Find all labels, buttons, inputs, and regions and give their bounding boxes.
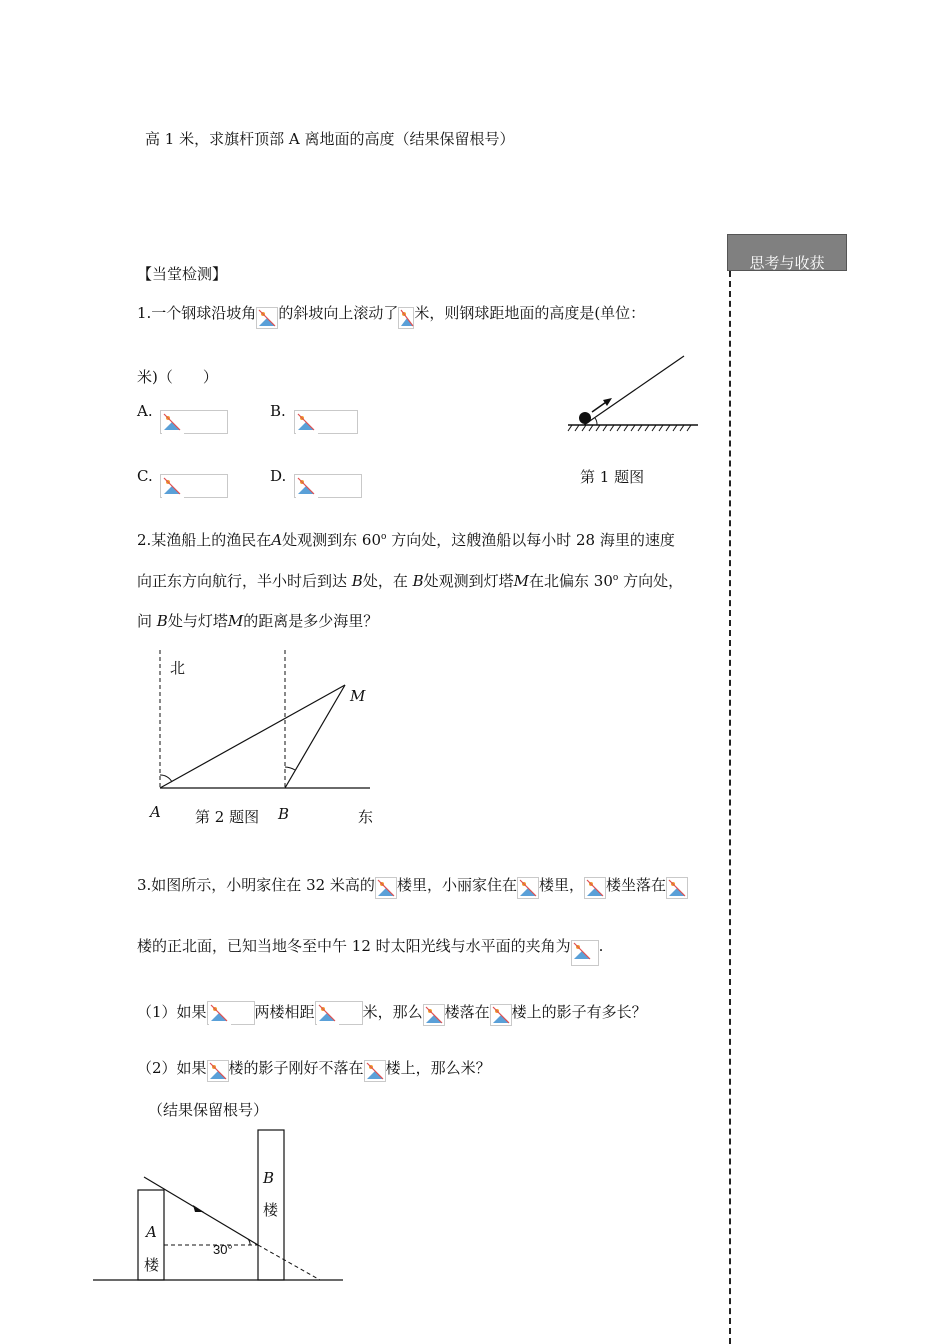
q1-text-b: 的斜坡向上滚动了 <box>278 304 399 322</box>
q3-line1 <box>137 874 688 897</box>
broken-image-icon <box>256 307 278 329</box>
q2-label-a: A <box>150 803 161 821</box>
q2-text: 向正东方向航行，半小时后到达 <box>137 572 348 590</box>
q3-text: . <box>598 937 604 955</box>
q1-figure-slope <box>560 345 710 440</box>
q3-text: 楼里， <box>538 876 584 894</box>
image-box <box>207 1001 255 1025</box>
q2-var-a: A <box>271 531 283 549</box>
q3-sub2 <box>137 1057 491 1080</box>
q3-text: 两楼相距 <box>254 1003 315 1021</box>
q2-line1 <box>137 529 675 550</box>
q2-figure-caption: 第 2 题图 <box>195 808 260 826</box>
q3-label-b-lou: 楼 <box>263 1201 279 1219</box>
q2-text: 2.某渔船上的渔民在 <box>137 531 272 549</box>
q3-text: 楼上的影子有多长？ <box>511 1003 647 1021</box>
intro-line: 高 1 米，求旗杆顶部 A 离地面的高度（结果保留根号） <box>145 130 515 148</box>
broken-image-icon <box>571 940 599 966</box>
q3-figure-buildings <box>90 1125 350 1285</box>
sidebar-divider <box>729 271 731 1344</box>
q2-var-b: B <box>351 572 363 590</box>
q2-text: 方向处， <box>618 572 684 590</box>
q1-option-d-label: D. <box>270 467 287 485</box>
q3-text: 楼的影子刚好不落在 <box>228 1059 364 1077</box>
q2-line2 <box>137 570 683 591</box>
q1-text-c: 米，则钢球距地面的高度是(单位： <box>414 304 646 322</box>
broken-image-icon <box>398 307 414 329</box>
q2-label-m: M <box>350 687 366 705</box>
q1-option-a-label: A. <box>137 402 153 420</box>
q3-label-a-lou: 楼 <box>144 1256 160 1274</box>
q3-text: （1）如果 <box>137 1003 207 1021</box>
q2-text: 问 <box>137 612 153 630</box>
q3-text: 3.如图所示，小明家住在 32 米高的 <box>137 876 375 894</box>
broken-image-icon <box>423 1004 445 1026</box>
broken-image-icon <box>207 1060 229 1082</box>
q1-text-a: 1.一个钢球沿坡角 <box>137 304 257 322</box>
q3-label-a: A <box>146 1223 157 1241</box>
image-box <box>315 1001 363 1025</box>
q3-text: 米，那么 <box>362 1003 423 1021</box>
q1-option-b <box>294 410 358 434</box>
q3-line2 <box>137 934 603 960</box>
q3-text: （2）如果 <box>137 1059 207 1077</box>
q3-label-b: B <box>263 1169 275 1187</box>
q3-text: 楼里，小丽家住在 <box>396 876 517 894</box>
q2-label-east: 东 <box>358 808 374 826</box>
q2-var-m: M <box>227 612 244 630</box>
section-title: 【当堂检测】 <box>137 265 228 283</box>
q2-text: 的距离是多少海里？ <box>243 612 379 630</box>
q1-line2: 米)（ ） <box>137 368 218 386</box>
q2-text: 方向处，这艘渔船以每小时 28 海里的速度 <box>386 531 675 549</box>
q3-text: 楼落在 <box>444 1003 490 1021</box>
q2-text: 处观测到东 60 <box>282 531 382 549</box>
q2-text: 在北偏东 30 <box>529 572 613 590</box>
broken-image-icon <box>375 877 397 899</box>
q1-option-c <box>160 474 228 498</box>
q1-figure-caption: 第 1 题图 <box>580 468 645 486</box>
q2-label-b: B <box>278 805 290 823</box>
sidebar-header: 思考与收获 <box>727 234 847 271</box>
q1-option-b-label: B. <box>270 402 286 420</box>
q3-text: 楼上，那么米？ <box>385 1059 491 1077</box>
q2-figure <box>140 645 390 835</box>
q3-angle-label: 30° <box>213 1242 233 1257</box>
q1-option-d <box>294 474 362 498</box>
broken-image-icon <box>490 1004 512 1026</box>
q2-label-north: 北 <box>170 659 186 677</box>
broken-image-icon <box>666 877 688 899</box>
broken-image-icon <box>364 1060 386 1082</box>
q2-var-b: B <box>412 572 424 590</box>
q3-note: （结果保留根号） <box>148 1101 269 1119</box>
q2-var-b: B <box>156 612 168 630</box>
degree-mark: o <box>612 573 619 583</box>
q2-line3 <box>137 610 378 631</box>
q1-option-a <box>160 410 228 434</box>
broken-image-icon <box>584 877 606 899</box>
q3-text: 楼坐落在 <box>605 876 666 894</box>
q2-var-m: M <box>513 572 530 590</box>
q3-text: 楼的正北面，已知当地冬至中午 12 时太阳光线与水平面的夹角为 <box>137 937 571 955</box>
q1-option-c-label: C. <box>137 467 153 485</box>
broken-image-icon <box>517 877 539 899</box>
q1-line1 <box>137 302 645 325</box>
q2-text: 处，在 <box>362 572 408 590</box>
q3-sub1 <box>137 1001 647 1025</box>
q2-text: 处与灯塔 <box>167 612 228 630</box>
q2-text: 处观测到灯塔 <box>423 572 514 590</box>
degree-mark: o <box>381 532 387 542</box>
